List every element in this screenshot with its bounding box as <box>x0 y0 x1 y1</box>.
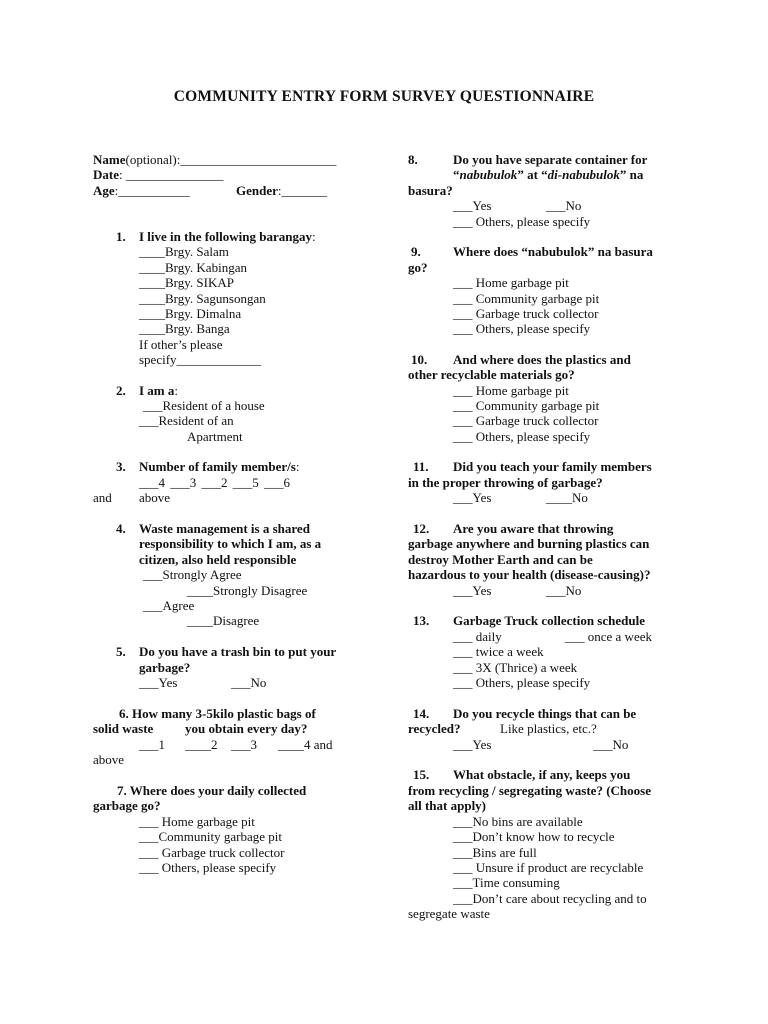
q8-na: ” na <box>619 167 644 182</box>
q5-text-line: Do you have a trash bin to put your <box>139 644 337 659</box>
page-title: COMMUNITY ENTRY FORM SURVEY QUESTIONNAIRE <box>173 88 595 105</box>
q13-option[interactable]: ___ 3X (Thrice) a week <box>453 660 578 675</box>
q3-options[interactable]: ___4 ___3 ___2 ___5 ___6 <box>139 475 290 490</box>
q10-text-line: other recyclable materials go? <box>408 367 575 382</box>
q10-option[interactable]: ___ Garbage truck collector <box>453 413 599 428</box>
q11-no[interactable]: ____No <box>546 490 588 505</box>
q6-option[interactable]: ____2 <box>185 737 218 752</box>
q15-option[interactable]: ___Don’t care about recycling and to <box>453 891 647 906</box>
q10-text-line: And where does the plastics and <box>453 352 631 367</box>
q3-question <box>139 459 299 474</box>
q7-option[interactable]: ___ Garbage truck collector <box>139 845 285 860</box>
q2-question <box>139 383 178 398</box>
q5-number: 5. <box>116 644 126 659</box>
q9-text-line: go? <box>408 260 428 275</box>
gender-line: :_______ <box>277 183 328 198</box>
q4-text-line: Waste management is a shared <box>139 521 310 536</box>
q4-text-line: responsibility to which I am, as a <box>139 536 322 551</box>
q15-text-line: all that apply) <box>408 798 487 813</box>
date-label: Date <box>93 167 119 182</box>
q7-option[interactable]: ___Community garbage pit <box>139 829 282 844</box>
q4-option[interactable]: ___Agree <box>143 598 195 613</box>
q8-no[interactable]: ___No <box>546 198 582 213</box>
q11-number: 11. <box>413 459 429 474</box>
q9-option[interactable]: ___ Community garbage pit <box>453 291 600 306</box>
q1-option[interactable]: ____Brgy. SIKAP <box>139 275 234 290</box>
q7-text-line: garbage go? <box>93 798 161 813</box>
q4-option[interactable]: ____Disagree <box>187 613 260 628</box>
q1-option[interactable]: ____Brgy. Sagunsongan <box>139 291 266 306</box>
q8-text-line: basura? <box>408 183 453 198</box>
q4-number: 4. <box>116 521 126 536</box>
q5-no[interactable]: ___No <box>231 675 267 690</box>
q14-number: 14. <box>413 706 430 721</box>
q2-colon: : <box>174 383 179 398</box>
q3-number: 3. <box>116 459 126 474</box>
q9-option[interactable]: ___ Garbage truck collector <box>453 306 599 321</box>
q15-text-line: from recycling / segregating waste? (Choose <box>408 783 651 798</box>
q1-option[interactable]: ____Brgy. Dimalna <box>139 306 242 321</box>
q14-text-line: Like plastics, etc.? <box>500 721 597 736</box>
q6-option[interactable]: ____4 and <box>278 737 333 752</box>
q2-option[interactable]: ___Resident of an <box>139 413 234 428</box>
q12-no[interactable]: ___No <box>546 583 582 598</box>
q1-colon: : <box>312 229 316 244</box>
q13-option[interactable]: ___ twice a week <box>453 644 544 659</box>
q9-text-line: Where does “nabubulok” na basura <box>453 244 653 259</box>
q14-text-line: recycled? <box>408 721 461 736</box>
q2-option-cont: Apartment <box>187 429 243 444</box>
q12-text-line: hazardous to your health (disease-causing)? <box>408 567 651 582</box>
age-label: Age <box>93 183 115 198</box>
q12-text-line: garbage anywhere and burning plastics can <box>408 536 650 551</box>
q12-yes[interactable]: ___Yes <box>453 583 492 598</box>
q7-option[interactable]: ___ Home garbage pit <box>139 814 255 829</box>
q2-option[interactable]: ___Resident of a house <box>143 398 265 413</box>
q10-option[interactable]: ___ Others, please specify <box>453 429 591 444</box>
q15-number: 15. <box>413 767 430 782</box>
q8-yes[interactable]: ___Yes <box>453 198 492 213</box>
q1-option[interactable]: ____Brgy. Banga <box>139 321 230 336</box>
q4-option[interactable]: ____Strongly Disagree <box>187 583 308 598</box>
q9-option[interactable]: ___ Home garbage pit <box>453 275 569 290</box>
q1-option[interactable]: ____Brgy. Salam <box>139 244 229 259</box>
q11-yes[interactable]: ___Yes <box>453 490 492 505</box>
q12-text-line: destroy Mother Earth and can be <box>408 552 593 567</box>
name-label: Name <box>93 152 126 167</box>
q14-no[interactable]: ___No <box>593 737 629 752</box>
date-line: : _______________ <box>119 167 224 182</box>
q12-text-line: Are you aware that throwing <box>453 521 614 536</box>
q15-option[interactable]: ___Bins are full <box>453 845 537 860</box>
q7-text-line: 7. Where does your daily collected <box>117 783 307 798</box>
q8-at: ” at “ <box>517 167 548 182</box>
q1-number: 1. <box>116 229 126 244</box>
q5-text-line: garbage? <box>139 660 191 675</box>
q6-option[interactable]: ___1 <box>139 737 165 752</box>
q12-number: 12. <box>413 521 430 536</box>
age-field[interactable] <box>93 183 190 198</box>
q3-colon: : <box>295 459 300 474</box>
q15-option[interactable]: ___ Unsure if product are recyclable <box>453 860 644 875</box>
q13-number: 13. <box>413 613 430 628</box>
q9-option[interactable]: ___ Others, please specify <box>453 321 591 336</box>
q15-text-line: What obstacle, if any, keeps you <box>453 767 631 782</box>
q3-text: Number of family member/s <box>139 459 296 474</box>
q14-yes[interactable]: ___Yes <box>453 737 492 752</box>
q6-text-line: solid waste <box>93 721 154 736</box>
q10-number: 10. <box>411 352 428 367</box>
name-field[interactable] <box>93 152 336 167</box>
q15-option[interactable]: ___Time consuming <box>453 875 560 890</box>
q8-text-line: Do you have separate container for <box>453 152 648 167</box>
q7-option[interactable]: ___ Others, please specify <box>139 860 277 875</box>
q10-option[interactable]: ___ Community garbage pit <box>453 398 600 413</box>
q13-option[interactable]: ___ daily <box>453 629 502 644</box>
q8-di-nabubulok: di-nabubulok <box>547 167 620 182</box>
q3-above: above <box>139 490 171 505</box>
q6-option[interactable]: ___3 <box>231 737 257 752</box>
q3-and: and <box>93 490 112 505</box>
q11-text-line: Did you teach your family members <box>453 459 652 474</box>
q8-quote-open: “ <box>453 167 460 182</box>
q8-nabubulok: nabubulok <box>459 167 518 182</box>
q4-option[interactable]: ___Strongly Agree <box>143 567 242 582</box>
q8-text-line2 <box>453 167 643 182</box>
q13-option[interactable]: ___ once a week <box>565 629 652 644</box>
q11-text-line: in the proper throwing of garbage? <box>408 475 603 490</box>
q8-number: 8. <box>408 152 418 167</box>
q15-option-cont: segregate waste <box>408 906 490 921</box>
date-field[interactable] <box>93 167 223 182</box>
q6-above: above <box>93 752 125 767</box>
q2-number: 2. <box>116 383 126 398</box>
q14-text-line: Do you recycle things that can be <box>453 706 637 721</box>
q2-text: I am a <box>139 383 175 398</box>
q9-number: 9. <box>411 244 421 259</box>
q4-text-line: citizen, also held responsible <box>139 552 297 567</box>
q1-other-specify[interactable]: specify_____________ <box>139 352 262 367</box>
q13-text-line: Garbage Truck collection schedule <box>453 613 645 628</box>
q15-option[interactable]: ___Don’t know how to recycle <box>453 829 615 844</box>
q6-text-line: 6. How many 3-5kilo plastic bags of <box>119 706 316 721</box>
q1-option[interactable]: ____Brgy. Kabingan <box>139 260 247 275</box>
q6-text-line: you obtain every day? <box>185 721 308 736</box>
age-line: :___________ <box>114 183 190 198</box>
q1-text: I live in the following barangay <box>139 229 312 244</box>
q5-yes[interactable]: ___Yes <box>139 675 178 690</box>
q1-other-label: If other’s please <box>139 337 223 352</box>
q13-option[interactable]: ___ Others, please specify <box>453 675 591 690</box>
q10-option[interactable]: ___ Home garbage pit <box>453 383 569 398</box>
name-line: (optional):________________________ <box>125 152 337 167</box>
q1-question <box>139 229 316 244</box>
gender-field[interactable] <box>236 183 327 198</box>
q8-other[interactable]: ___ Others, please specify <box>453 214 591 229</box>
q15-option[interactable]: ___No bins are available <box>453 814 583 829</box>
gender-label: Gender <box>236 183 278 198</box>
